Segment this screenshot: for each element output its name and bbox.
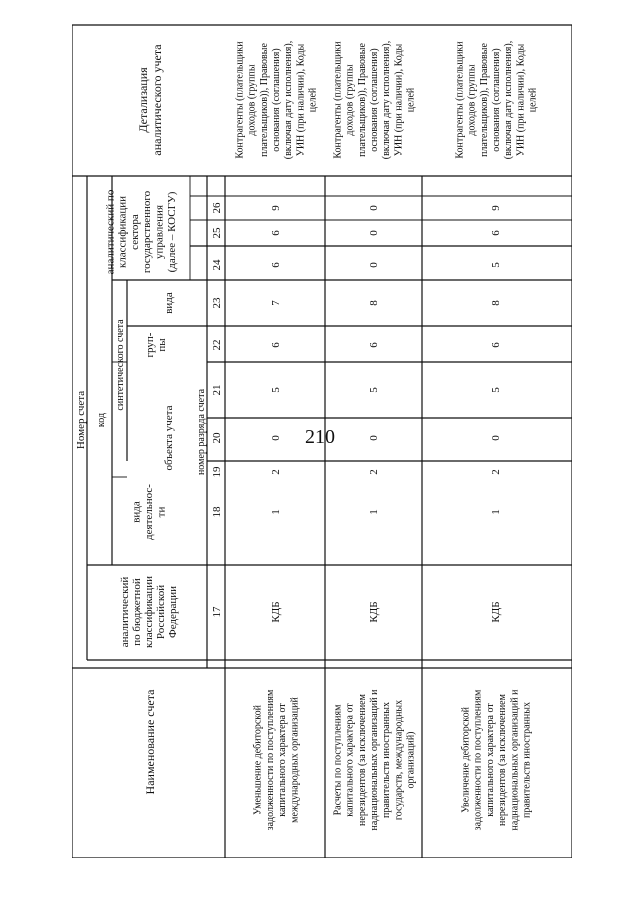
row-3-digit-26 — [490, 205, 502, 211]
header-kosgu-line: сектора — [128, 214, 141, 250]
header-analytic-budget-line: Федерации — [167, 586, 179, 638]
header-account-number — [75, 391, 87, 449]
header-analytic-budget-line: классификации — [143, 575, 155, 649]
row-2-kind-line: 8 — [368, 300, 380, 306]
row-1-detail-line: основания (соглашения) — [271, 48, 282, 152]
row-3-digit-19 — [490, 469, 502, 475]
column-number-21 — [211, 385, 223, 396]
row-1-digit-20-line: 0 — [270, 435, 282, 441]
row-1-digit-20 — [270, 435, 282, 441]
row-1-digit-26 — [270, 205, 282, 211]
header-detail — [136, 44, 164, 156]
row-3-detail-line: УИН (при наличии), Коды — [515, 43, 527, 157]
header-digit-number-line: номер разряда счета — [196, 388, 207, 476]
header-detail-line: Детализация — [136, 67, 150, 133]
row-2-digit-25-line: 0 — [368, 230, 380, 236]
column-number-26 — [211, 202, 223, 214]
header-group — [144, 332, 168, 357]
column-number-20-line: 20 — [211, 432, 223, 444]
row-1-detail-line: УИН (при наличии), Коды — [295, 43, 307, 157]
column-number-22 — [211, 340, 223, 351]
row-3-kbk-line: КДБ — [490, 601, 502, 623]
row-1-account-name-line: задолженности по поступлениям — [264, 689, 276, 831]
row-3-account-name-line: задолженности по поступлениям — [472, 689, 484, 831]
row-1-activity — [270, 509, 282, 515]
header-synthetic — [115, 319, 126, 411]
row-2-digit-20 — [368, 435, 380, 441]
row-2-kbk — [368, 601, 380, 622]
row-1-digit-25-line: 6 — [270, 230, 282, 236]
row-2-digit-19-line: 2 — [368, 469, 380, 475]
row-3-detail-line: плательщиков)), Правовые — [478, 43, 490, 157]
row-2-kind — [368, 300, 380, 306]
row-3-digit-21-line: 5 — [490, 387, 502, 393]
row-1-account-name-line: капитального характера от — [277, 703, 289, 817]
row-1-detail-line: доходов (группы — [246, 64, 258, 136]
header-kosgu-line: управления — [153, 204, 166, 260]
header-kind-line: вида — [163, 292, 175, 314]
row-3-detail-line: доходов (группы — [466, 64, 478, 136]
row-3-digit-20-line: 0 — [490, 435, 502, 441]
row-3-detail-line: основания (соглашения) — [491, 48, 502, 152]
column-number-22-line: 22 — [211, 339, 223, 351]
row-1-digit-24 — [270, 262, 282, 268]
column-number-24 — [211, 259, 223, 271]
row-1-account-name — [253, 689, 301, 830]
row-1-kind — [270, 300, 282, 306]
row-3-account-name-line: правительств иностранных — [521, 702, 533, 818]
header-analytic-budget-line: аналитический — [119, 576, 131, 648]
row-1-detail-line: целей — [307, 87, 319, 113]
row-1-detail-line: Контрагенты (плательщики — [234, 41, 246, 159]
row-2-digit-26-line: 0 — [368, 205, 380, 211]
row-2-account-name-line: правительств иностранных — [381, 702, 393, 818]
row-2-account-name-line: нерезидентов (за исключением — [356, 694, 368, 826]
header-object — [163, 405, 175, 470]
row-2-activity — [368, 509, 380, 515]
row-1-detail — [234, 41, 318, 160]
column-number-24-line: 24 — [211, 259, 223, 271]
row-1-detail-line: (включая дату исполнения), — [283, 40, 295, 160]
accounts-table — [72, 0, 572, 858]
header-activity-line: вида — [130, 501, 143, 523]
row-3-group — [490, 342, 502, 348]
header-kind — [163, 292, 175, 314]
row-1-digit-19 — [270, 469, 282, 475]
header-code-line: код — [96, 412, 107, 428]
header-account-number-line: Номер счета — [75, 390, 87, 450]
row-3-detail-line: Контрагенты (плательщики — [454, 41, 466, 159]
header-kosgu-line: государственного — [141, 190, 154, 274]
row-2-digit-24 — [368, 262, 380, 268]
row-3-detail — [454, 41, 538, 160]
row-1-account-name-line: Уменьшение дебиторской — [252, 704, 264, 816]
column-number-17 — [211, 606, 223, 618]
row-1-digit-26-line: 9 — [270, 205, 282, 211]
header-activity-line: ти — [155, 506, 168, 518]
row-2-digit-25 — [368, 230, 380, 236]
column-number-18 — [211, 506, 223, 518]
row-2-account-name-line: организаций) — [405, 731, 417, 789]
row-3-digit-25 — [490, 230, 502, 236]
row-2-account-name-line: Расчеты по поступлениям — [332, 704, 344, 816]
row-3-account-name-line: наднациональных организаций и — [509, 689, 521, 831]
row-1-digit-19-line: 2 — [270, 469, 282, 475]
row-2-detail-line: доходов (группы — [344, 64, 356, 136]
page-number: 210 — [305, 426, 335, 448]
row-1-group — [270, 342, 282, 348]
row-3-digit-21 — [490, 387, 502, 393]
row-3-digit-20 — [490, 435, 502, 441]
row-2-digit-26 — [368, 205, 380, 211]
row-1-activity-line: 1 — [270, 509, 282, 515]
row-3-digit-19-line: 2 — [490, 469, 502, 475]
row-3-digit-24 — [490, 262, 502, 268]
header-kosgu-line: (далее – КОСГУ) — [165, 191, 178, 273]
row-2-digit-19 — [368, 469, 380, 475]
header-detail-line: аналитического учета — [150, 44, 164, 156]
row-3-detail-line: целей — [527, 87, 539, 113]
row-2-detail-line: (включая дату исполнения), — [381, 40, 393, 160]
row-2-detail-line: целей — [405, 87, 417, 113]
column-number-25 — [211, 227, 223, 239]
column-number-17-line: 17 — [211, 606, 223, 618]
header-analytic-budget-line: по бюджетной — [131, 578, 143, 646]
row-2-account-name-line: наднациональных организаций и — [369, 689, 380, 831]
row-3-account-name-line: нерезидентов (за исключением — [497, 694, 509, 826]
column-number-19 — [211, 466, 223, 478]
column-number-19-line: 19 — [211, 466, 223, 478]
row-2-kbk-line: КДБ — [368, 601, 380, 623]
row-2-account-name-line: капитального характера от — [344, 703, 356, 817]
row-3-detail-line: (включая дату исполнения), — [503, 40, 515, 160]
row-2-detail — [332, 41, 416, 160]
row-3-digit-24-line: 5 — [490, 262, 502, 268]
row-1-digit-24-line: 6 — [270, 262, 282, 268]
row-2-account-name-line: государств, международных — [393, 699, 405, 821]
header-object-line: объекта учета — [163, 405, 175, 471]
column-number-21-line: 21 — [211, 384, 223, 396]
row-3-digit-25-line: 6 — [490, 230, 502, 236]
header-digit-number — [196, 388, 207, 475]
row-1-digit-21 — [270, 387, 282, 393]
header-activity — [131, 484, 168, 540]
row-2-group-line: 6 — [368, 342, 380, 348]
row-2-detail-line: УИН (при наличии), Коды — [393, 43, 405, 157]
row-1-kbk-line: КДБ — [270, 601, 282, 623]
header-account-name — [143, 689, 157, 795]
header-group-line: пы — [156, 338, 168, 352]
column-number-25-line: 25 — [211, 227, 223, 239]
header-analytic-budget — [119, 576, 179, 648]
header-analytic-budget-line: Российской — [155, 584, 167, 640]
header-kosgu — [104, 189, 178, 274]
row-3-digit-26-line: 9 — [490, 205, 502, 211]
row-1-digit-21-line: 5 — [270, 387, 282, 393]
row-3-kind — [490, 300, 502, 306]
row-3-activity-line: 1 — [490, 509, 502, 515]
header-code — [96, 413, 107, 427]
row-2-digit-21 — [368, 387, 380, 393]
rotated-table — [72, 0, 572, 858]
header-synthetic-line: синтетического счета — [115, 319, 126, 411]
row-1-digit-25 — [270, 230, 282, 236]
row-2-detail-line: плательщиков)), Правовые — [356, 43, 368, 157]
row-2-activity-line: 1 — [368, 509, 380, 515]
row-3-kind-line: 8 — [490, 300, 502, 306]
header-kosgu-line: аналитический по — [104, 189, 117, 275]
row-1-kbk — [270, 601, 282, 622]
row-2-digit-21-line: 5 — [368, 387, 380, 393]
header-account-name-line: Наименование счета — [143, 689, 157, 795]
row-2-detail-line: основания (соглашения) — [369, 48, 380, 152]
row-2-digit-24-line: 0 — [368, 262, 380, 268]
row-3-account-name — [461, 689, 533, 831]
row-3-group-line: 6 — [490, 342, 502, 348]
column-number-26-line: 26 — [211, 202, 223, 214]
header-activity-line: деятельнос- — [143, 484, 155, 540]
column-number-23-line: 23 — [211, 297, 223, 309]
row-1-kind-line: 7 — [270, 300, 282, 306]
row-1-account-name-line: международных организаций — [289, 697, 301, 823]
row-3-account-name-line: Увеличение дебиторской — [460, 707, 472, 813]
row-2-digit-20-line: 0 — [368, 435, 380, 441]
row-3-activity — [490, 509, 502, 515]
row-2-detail-line: Контрагенты (плательщики — [332, 41, 344, 159]
row-1-detail-line: плательщиков)), Правовые — [258, 43, 270, 157]
header-group-line: груп- — [144, 332, 156, 358]
row-1-group-line: 6 — [270, 342, 282, 348]
row-3-account-name-line: капитального характера от — [484, 703, 496, 817]
column-number-23 — [211, 297, 223, 309]
row-3-kbk — [490, 601, 502, 622]
row-2-account-name — [332, 689, 416, 831]
column-number-20 — [211, 432, 223, 444]
header-kosgu-line: классификации — [116, 195, 129, 269]
row-2-group — [368, 342, 380, 348]
column-number-18-line: 18 — [211, 506, 223, 518]
